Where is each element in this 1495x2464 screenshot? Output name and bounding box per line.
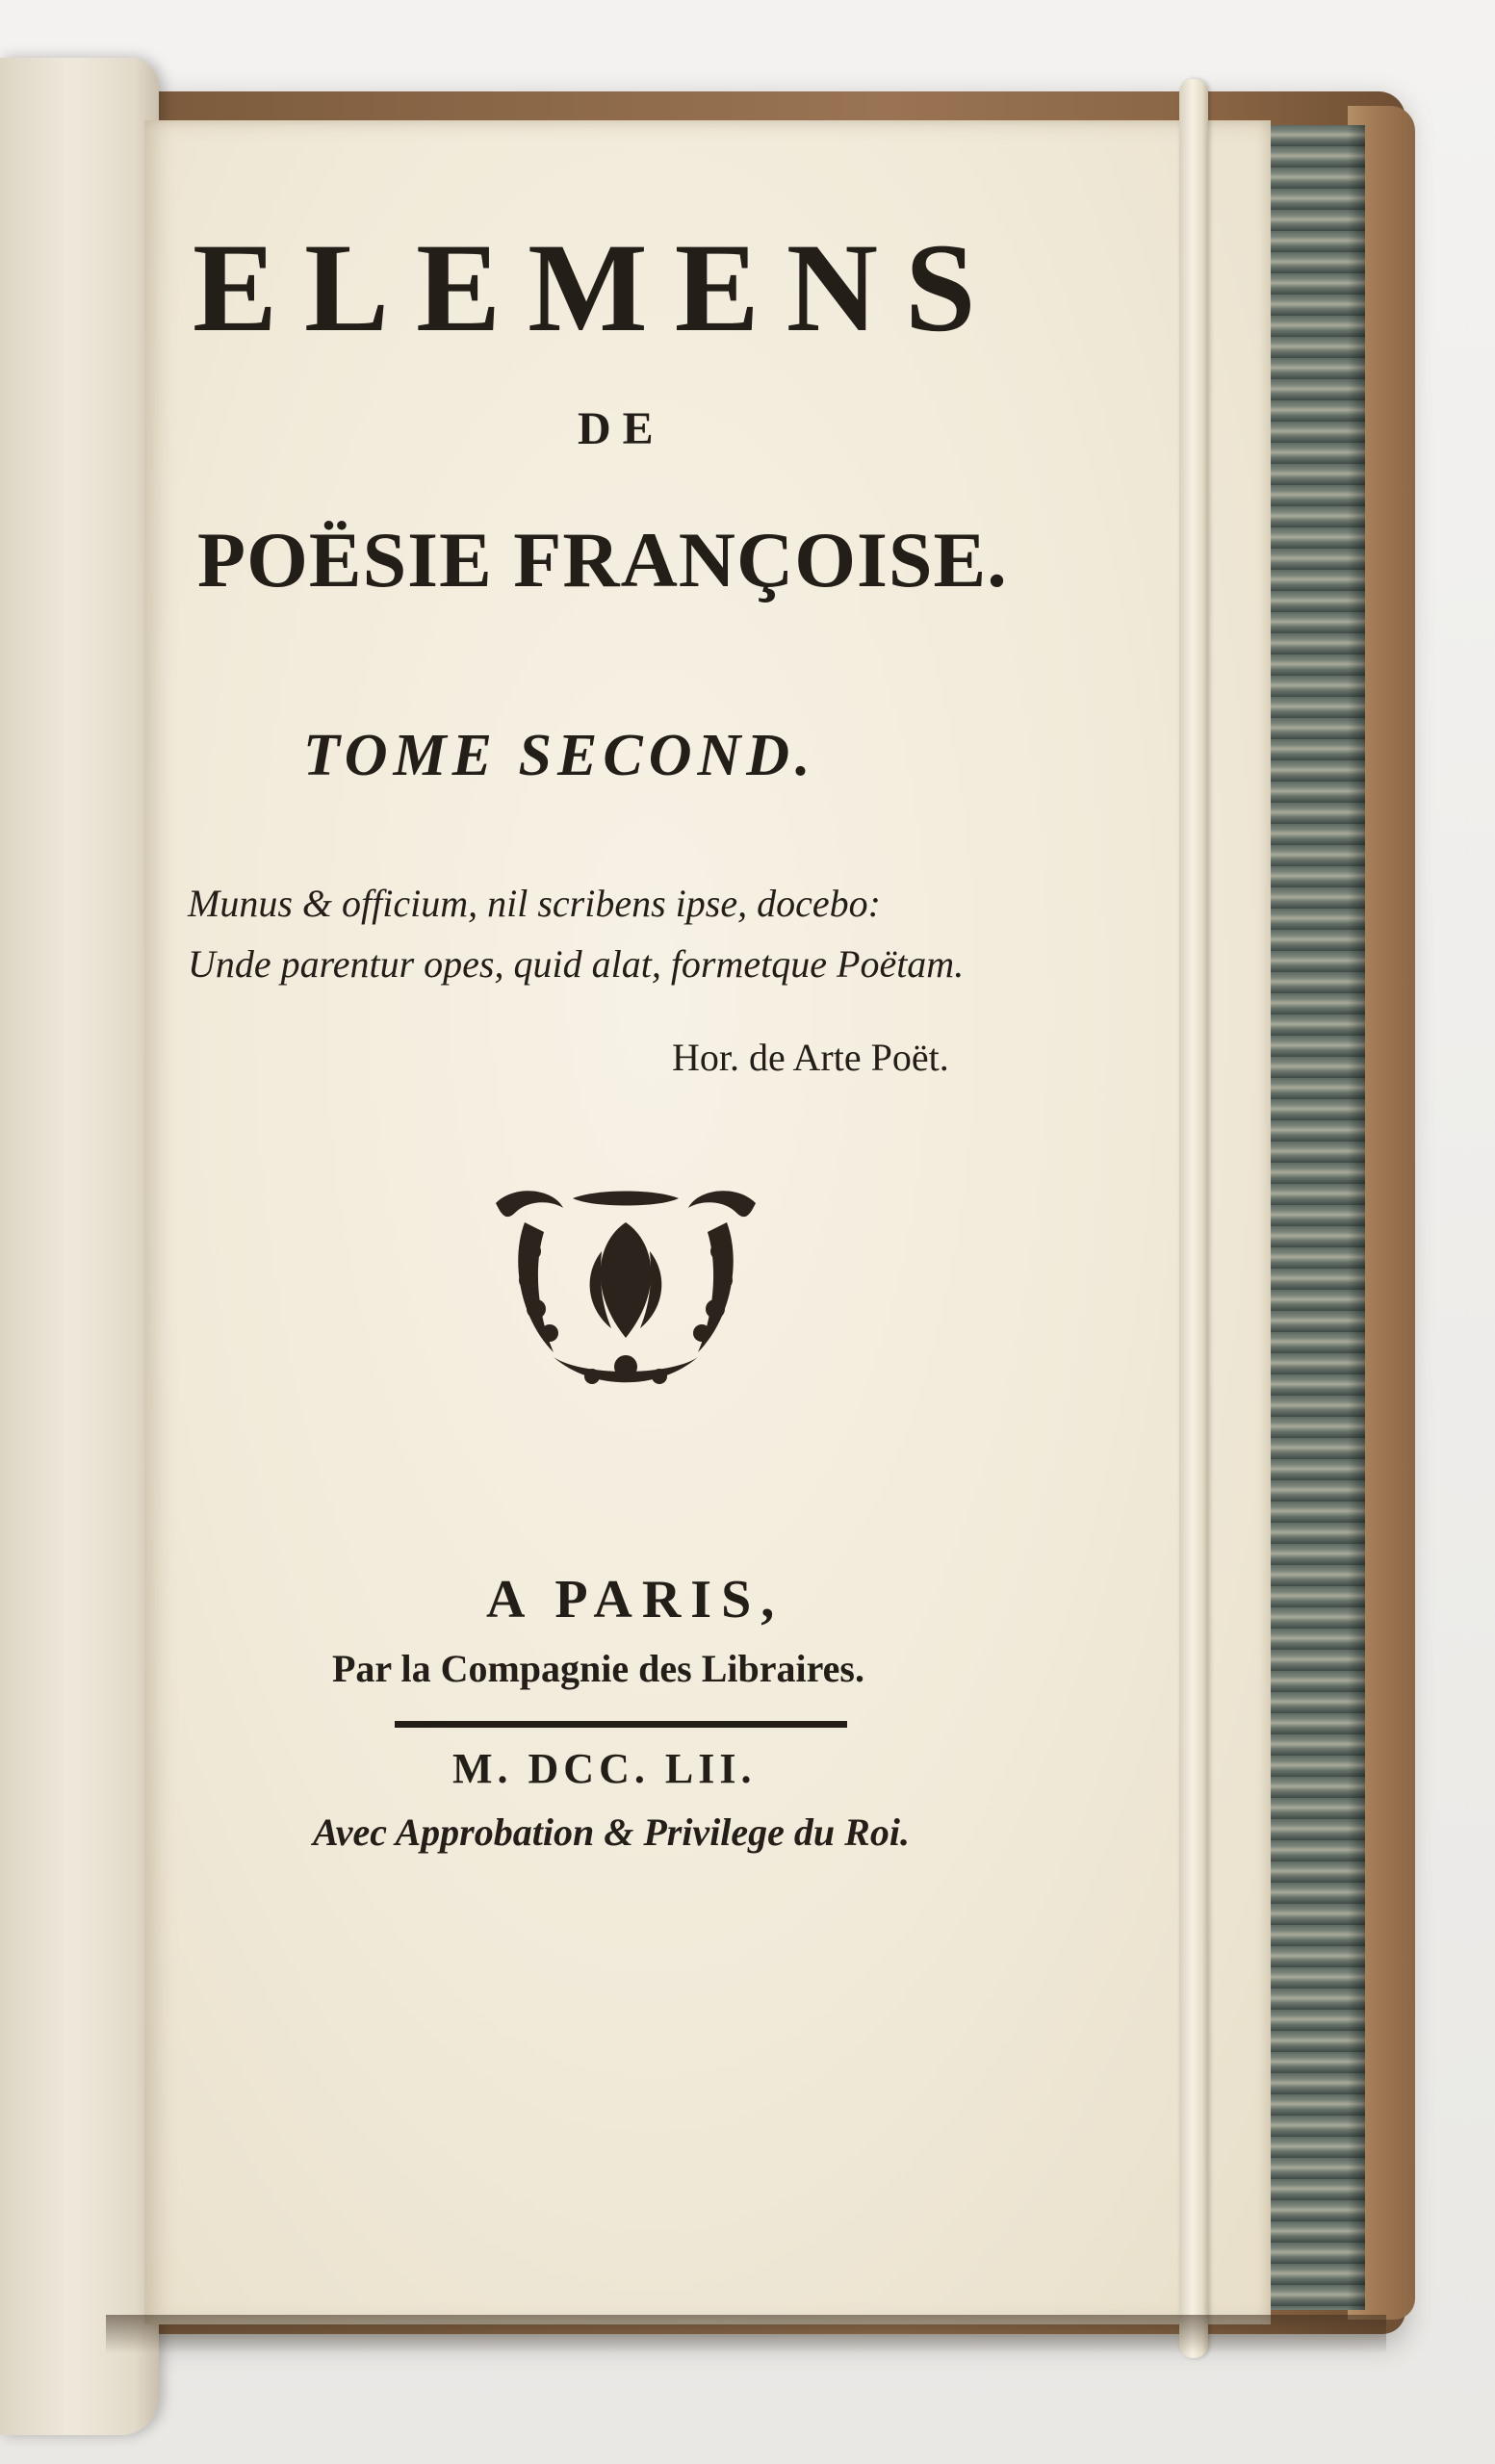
imprint-publisher: Par la Compagnie des Libraires. bbox=[332, 1647, 864, 1690]
volume-label: TOME SECOND. bbox=[303, 723, 816, 788]
epigraph-line-2: Unde parentur opes, quid alat, formetque Poëtam. bbox=[188, 942, 965, 986]
imprint-privilege: Avec Approbation & Privilege du Roi. bbox=[313, 1810, 910, 1854]
epigraph-line-1: Munus & officium, nil scribens ipse, docebo: bbox=[188, 882, 881, 925]
previous-leaf bbox=[0, 58, 159, 2435]
page-bottom-shadow bbox=[106, 2315, 1386, 2353]
epigraph-source: Hor. de Arte Poët. bbox=[672, 1036, 949, 1079]
title-connector: DE bbox=[578, 403, 665, 454]
imprint-city: A PARIS, bbox=[486, 1570, 785, 1630]
page-block-edge bbox=[1261, 125, 1365, 2310]
imprint-rule bbox=[395, 1721, 847, 1728]
book-title: ELEMENS bbox=[193, 217, 1003, 358]
book-subtitle: POËSIE FRANÇOISE. bbox=[197, 516, 1008, 603]
elastic-band bbox=[1179, 79, 1208, 2358]
imprint-year: M. DCC. LII. bbox=[452, 1745, 757, 1792]
floral-ornament-icon bbox=[486, 1184, 765, 1396]
